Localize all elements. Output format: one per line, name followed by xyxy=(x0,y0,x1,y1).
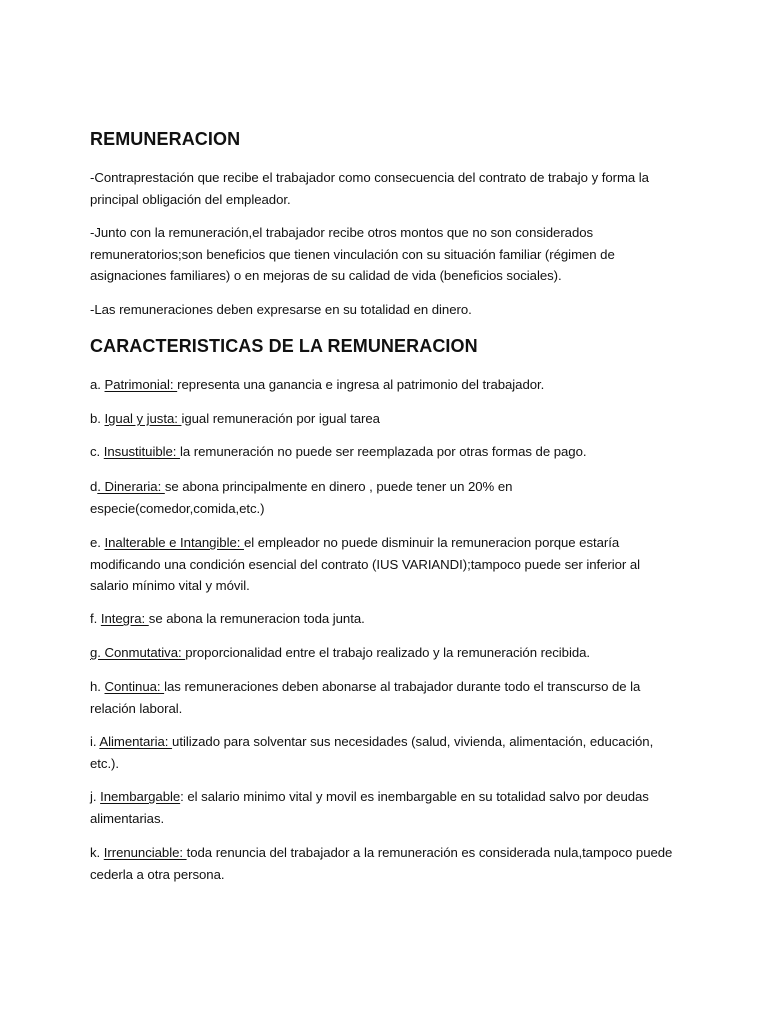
item-text: se abona la remuneracion toda junta. xyxy=(148,611,365,626)
item-term: Inalterable e Intangible: xyxy=(104,535,244,550)
item-prefix: j. xyxy=(90,789,101,804)
item-prefix: b. xyxy=(90,411,105,426)
item-prefix: c. xyxy=(90,444,104,459)
list-item-a xyxy=(90,374,680,396)
item-term: . Dineraria: xyxy=(97,479,165,494)
item-text: las remuneraciones deben abonarse al trabajador durante todo el transcurso de la relación laboral. xyxy=(90,679,641,716)
item-term: Patrimonial: xyxy=(104,377,178,392)
list-item-h xyxy=(90,676,680,719)
item-prefix: k. xyxy=(90,845,104,860)
item-term: Irrenunciable: xyxy=(103,845,187,860)
item-term: Insustituible: xyxy=(103,444,180,459)
item-term: Integra: xyxy=(100,611,149,626)
item-prefix: h. xyxy=(90,679,105,694)
intro-paragraph-2: -Junto con la remuneración,el trabajador recibe otros montos que no son considerados remuneratorios;son beneficios que tienen vinculación con su situación familiar (régimen de asignaciones familiares) o en mejoras de su calidad de vida (beneficios sociales). xyxy=(90,225,615,283)
item-prefix: f. xyxy=(90,611,101,626)
item-text: proporcionalidad entre el trabajo realizado y la remuneración recibida. xyxy=(185,645,591,660)
item-text: la remuneración no puede ser reemplazada por otras formas de pago. xyxy=(180,444,587,459)
item-term: Inembargable xyxy=(100,789,181,804)
item-text: igual remuneración por igual tarea xyxy=(181,411,380,426)
list-item-b xyxy=(90,408,680,430)
list-item-e xyxy=(90,532,680,597)
item-prefix: e. xyxy=(90,535,105,550)
list-item-g xyxy=(90,642,680,664)
item-text: toda renuncia del trabajador a la remuneración es considerada nula,tampoco puede cederla a otra persona. xyxy=(90,845,673,882)
list-item-d xyxy=(90,476,680,519)
list-item-j xyxy=(90,786,680,829)
list-item-f xyxy=(90,608,680,630)
item-text: representa una ganancia e ingresa al patrimonio del trabajador. xyxy=(177,377,545,392)
section-title: CARACTERISTICAS DE LA REMUNERACION xyxy=(90,336,478,356)
item-text: utilizado para solventar sus necesidades (salud, vivienda, alimentación, educación, etc.). xyxy=(90,734,654,771)
item-term: Igual y justa: xyxy=(104,411,182,426)
item-prefix: i. xyxy=(90,734,100,749)
item-prefix: d xyxy=(90,479,98,494)
item-term: Continua: xyxy=(104,679,165,694)
item-text: el empleador no puede disminuir la remuneracion porque estaría modificando una condición esencial del contrato (IUS VARIANDI);tampoco puede ser inferior al salario mínimo vital y móvil. xyxy=(90,535,641,593)
item-term: Alimentaria: xyxy=(99,734,173,749)
intro-paragraph-1: -Contraprestación que recibe el trabajador como consecuencia del contrato de trabajo y forma la principal obligación del empleador. xyxy=(90,170,649,207)
list-item-k xyxy=(90,842,680,885)
item-term: g. Conmutativa: xyxy=(90,645,186,660)
list-item-c xyxy=(90,441,680,463)
item-prefix: a. xyxy=(90,377,105,392)
item-text: : el salario minimo vital y movil es inembargable en su totalidad salvo por deudas alimentarias. xyxy=(90,789,649,826)
item-text: se abona principalmente en dinero , puede tener un 20% en especie(comedor,comida,etc.) xyxy=(90,479,513,516)
intro-paragraph-3: -Las remuneraciones deben expresarse en su totalidad en dinero. xyxy=(90,302,472,317)
page-title: REMUNERACION xyxy=(90,129,241,149)
list-item-i xyxy=(90,731,680,774)
